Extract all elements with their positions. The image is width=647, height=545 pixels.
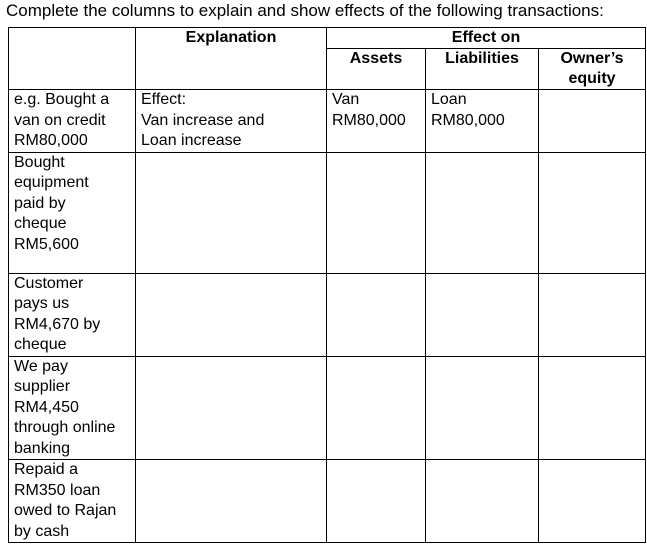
effect-on-header [327,28,646,49]
transaction-cell [9,273,136,356]
liabilities-answer-cell[interactable] [426,273,539,356]
liabilities-header-label: Liabilities [445,50,519,67]
example-explanation-text: Effect: Van increase and Loan increase [141,91,265,149]
owners-equity-header-label: Owner’s equity [560,50,624,87]
explanation-header-label: Explanation [185,29,277,46]
transaction-text: Customer pays us RM4,670 by cheque [14,274,101,353]
example-liabilities-cell [426,90,539,153]
example-assets-text: Van RM80,000 [332,91,406,129]
liabilities-header [426,49,539,90]
explanation-header [136,28,327,90]
liabilities-answer-cell[interactable] [426,152,539,273]
transaction-cell [9,152,136,273]
transaction-text: We pay supplier RM4,450 through online banking [14,357,116,457]
explanation-answer-cell[interactable] [136,356,327,460]
table-row [9,273,646,356]
assets-answer-cell[interactable] [327,152,426,273]
explanation-answer-cell[interactable] [136,152,327,273]
liabilities-answer-cell[interactable] [426,460,539,543]
assets-answer-cell[interactable] [327,356,426,460]
assets-answer-cell[interactable] [327,460,426,543]
owners-equity-answer-cell[interactable] [539,152,646,273]
owners-equity-answer-cell[interactable] [539,460,646,543]
table-row [9,152,646,273]
assets-header [327,49,426,90]
owners-equity-answer-cell[interactable] [539,273,646,356]
example-row [9,90,646,153]
explanation-answer-cell[interactable] [136,460,327,543]
table-row [9,356,646,460]
example-transaction-text: e.g. Bought a van on credit RM80,000 [14,91,110,149]
owners-equity-header [539,49,646,90]
example-transaction-cell [9,90,136,153]
transaction-text: Repaid a RM350 loan owed to Rajan by cash [14,461,117,540]
transaction-cell [9,460,136,543]
transaction-cell [9,356,136,460]
owners-equity-answer-cell[interactable] [539,356,646,460]
liabilities-answer-cell[interactable] [426,356,539,460]
example-liabilities-text: Loan RM80,000 [431,91,505,129]
effect-on-header-label: Effect on [451,29,521,46]
instruction-text: Complete the columns to explain and show effects of the following transactions: [6,1,604,20]
assets-header-label: Assets [349,50,403,67]
example-assets-cell [327,90,426,153]
assets-answer-cell[interactable] [327,273,426,356]
header-blank-cell [9,28,136,90]
header-row-top [9,28,646,49]
transaction-text: Bought equipment paid by cheque RM5,600 [14,153,89,253]
example-owners-equity-cell[interactable] [539,90,646,153]
transactions-table [8,27,646,543]
example-explanation-cell [136,90,327,153]
table-row [9,460,646,543]
explanation-answer-cell[interactable] [136,273,327,356]
